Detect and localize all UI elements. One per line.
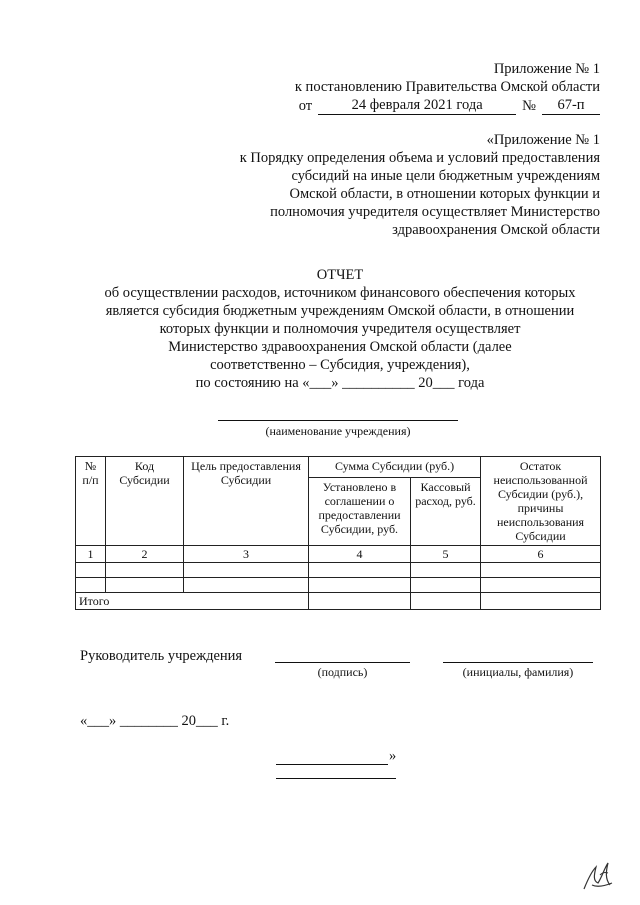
number-prefix: № (522, 98, 536, 114)
table-cell (106, 578, 184, 593)
name-line (443, 648, 593, 663)
header-cell-purpose: Цель предоставления Субсидии (184, 457, 309, 546)
signature-line (275, 648, 410, 663)
closing-line (276, 766, 396, 779)
signature-caption: (подпись) (317, 665, 368, 679)
closing-quote: » (389, 748, 397, 764)
title-line: является субсидия бюджетным учреждениям Омской области, в отношении (105, 303, 575, 319)
table-cell (76, 578, 106, 593)
header-cell-code: Код Субсидии (106, 457, 184, 546)
number-cell: 6 (481, 546, 601, 563)
institution-name-line (218, 408, 458, 421)
number-cell: 4 (309, 546, 411, 563)
table-cell (309, 593, 411, 610)
title-line: Министерство здравоохранения Омской области (далее (168, 339, 512, 355)
header-line1: Приложение № 1 (493, 61, 600, 77)
annex-line: Омской области, в отношении которых функции и (289, 186, 600, 202)
signature-label: Руководитель учреждения (80, 648, 243, 664)
table-cell (481, 578, 601, 593)
closing-line (276, 750, 388, 765)
handwritten-initials-mark (578, 855, 618, 900)
date-prefix: от (298, 98, 313, 114)
institution-caption: (наименование учреждения) (265, 424, 411, 438)
table-cell (76, 563, 106, 578)
table-cell (481, 563, 601, 578)
number-value: 67-п (542, 96, 600, 115)
table-header-row (76, 457, 601, 478)
annex-block (180, 131, 600, 239)
header-block (220, 60, 600, 115)
title-line: которых функции и полномочия учредителя осуществляет (159, 321, 521, 337)
table-cell (411, 563, 481, 578)
annex-line: субсидий на иные цели бюджетным учреждениям (291, 168, 600, 184)
annex-line: здравоохранения Омской области (392, 222, 600, 238)
header-cell-remainder: Остаток неиспользованной Субсидии (руб.), причины неиспользования Субсидии (481, 457, 601, 546)
title-line: соответственно – Субсидия, учреждения), (210, 357, 470, 373)
number-cell: 1 (76, 546, 106, 563)
table-cell (309, 578, 411, 593)
table-cell (481, 593, 601, 610)
name-caption: (инициалы, фамилия) (462, 665, 574, 679)
report-heading: ОТЧЕТ (316, 267, 364, 283)
header-cell-sum-group: Сумма Субсидии (руб.) (309, 457, 481, 478)
number-cell: 5 (411, 546, 481, 563)
header-cell-num: № п/п (76, 457, 106, 546)
date-value: 24 февраля 2021 года (318, 96, 516, 115)
annex-line: полномочия учредителя осуществляет Министерство (270, 204, 600, 220)
title-line: по состоянию на «___» __________ 20___ года (195, 375, 485, 391)
table-cell (184, 578, 309, 593)
table-cell (184, 563, 309, 578)
annex-line: «Приложение № 1 (486, 132, 600, 148)
header-line2: к постановлению Правительства Омской области (294, 79, 600, 95)
report-title-block (90, 266, 590, 392)
header-cell-cash: Кассовый расход, руб. (411, 478, 481, 546)
bottom-date: «___» ________ 20___ г. (80, 713, 230, 729)
total-label: Итого (76, 593, 309, 610)
table-number-row (76, 546, 601, 563)
table-cell (309, 563, 411, 578)
table-total-row (76, 593, 601, 610)
annex-line: к Порядку определения объема и условий предоставления (239, 150, 600, 166)
header-cell-established: Установлено в соглашении о предоставлении Субсидии, руб. (309, 478, 411, 546)
number-cell: 3 (184, 546, 309, 563)
table-cell (106, 563, 184, 578)
table-cell (411, 593, 481, 610)
number-cell: 2 (106, 546, 184, 563)
table-row (76, 578, 601, 593)
report-table (75, 456, 601, 610)
header-date-line (220, 96, 600, 115)
table-row (76, 563, 601, 578)
table-cell (411, 578, 481, 593)
title-line: об осуществлении расходов, источником финансового обеспечения которых (104, 285, 576, 301)
